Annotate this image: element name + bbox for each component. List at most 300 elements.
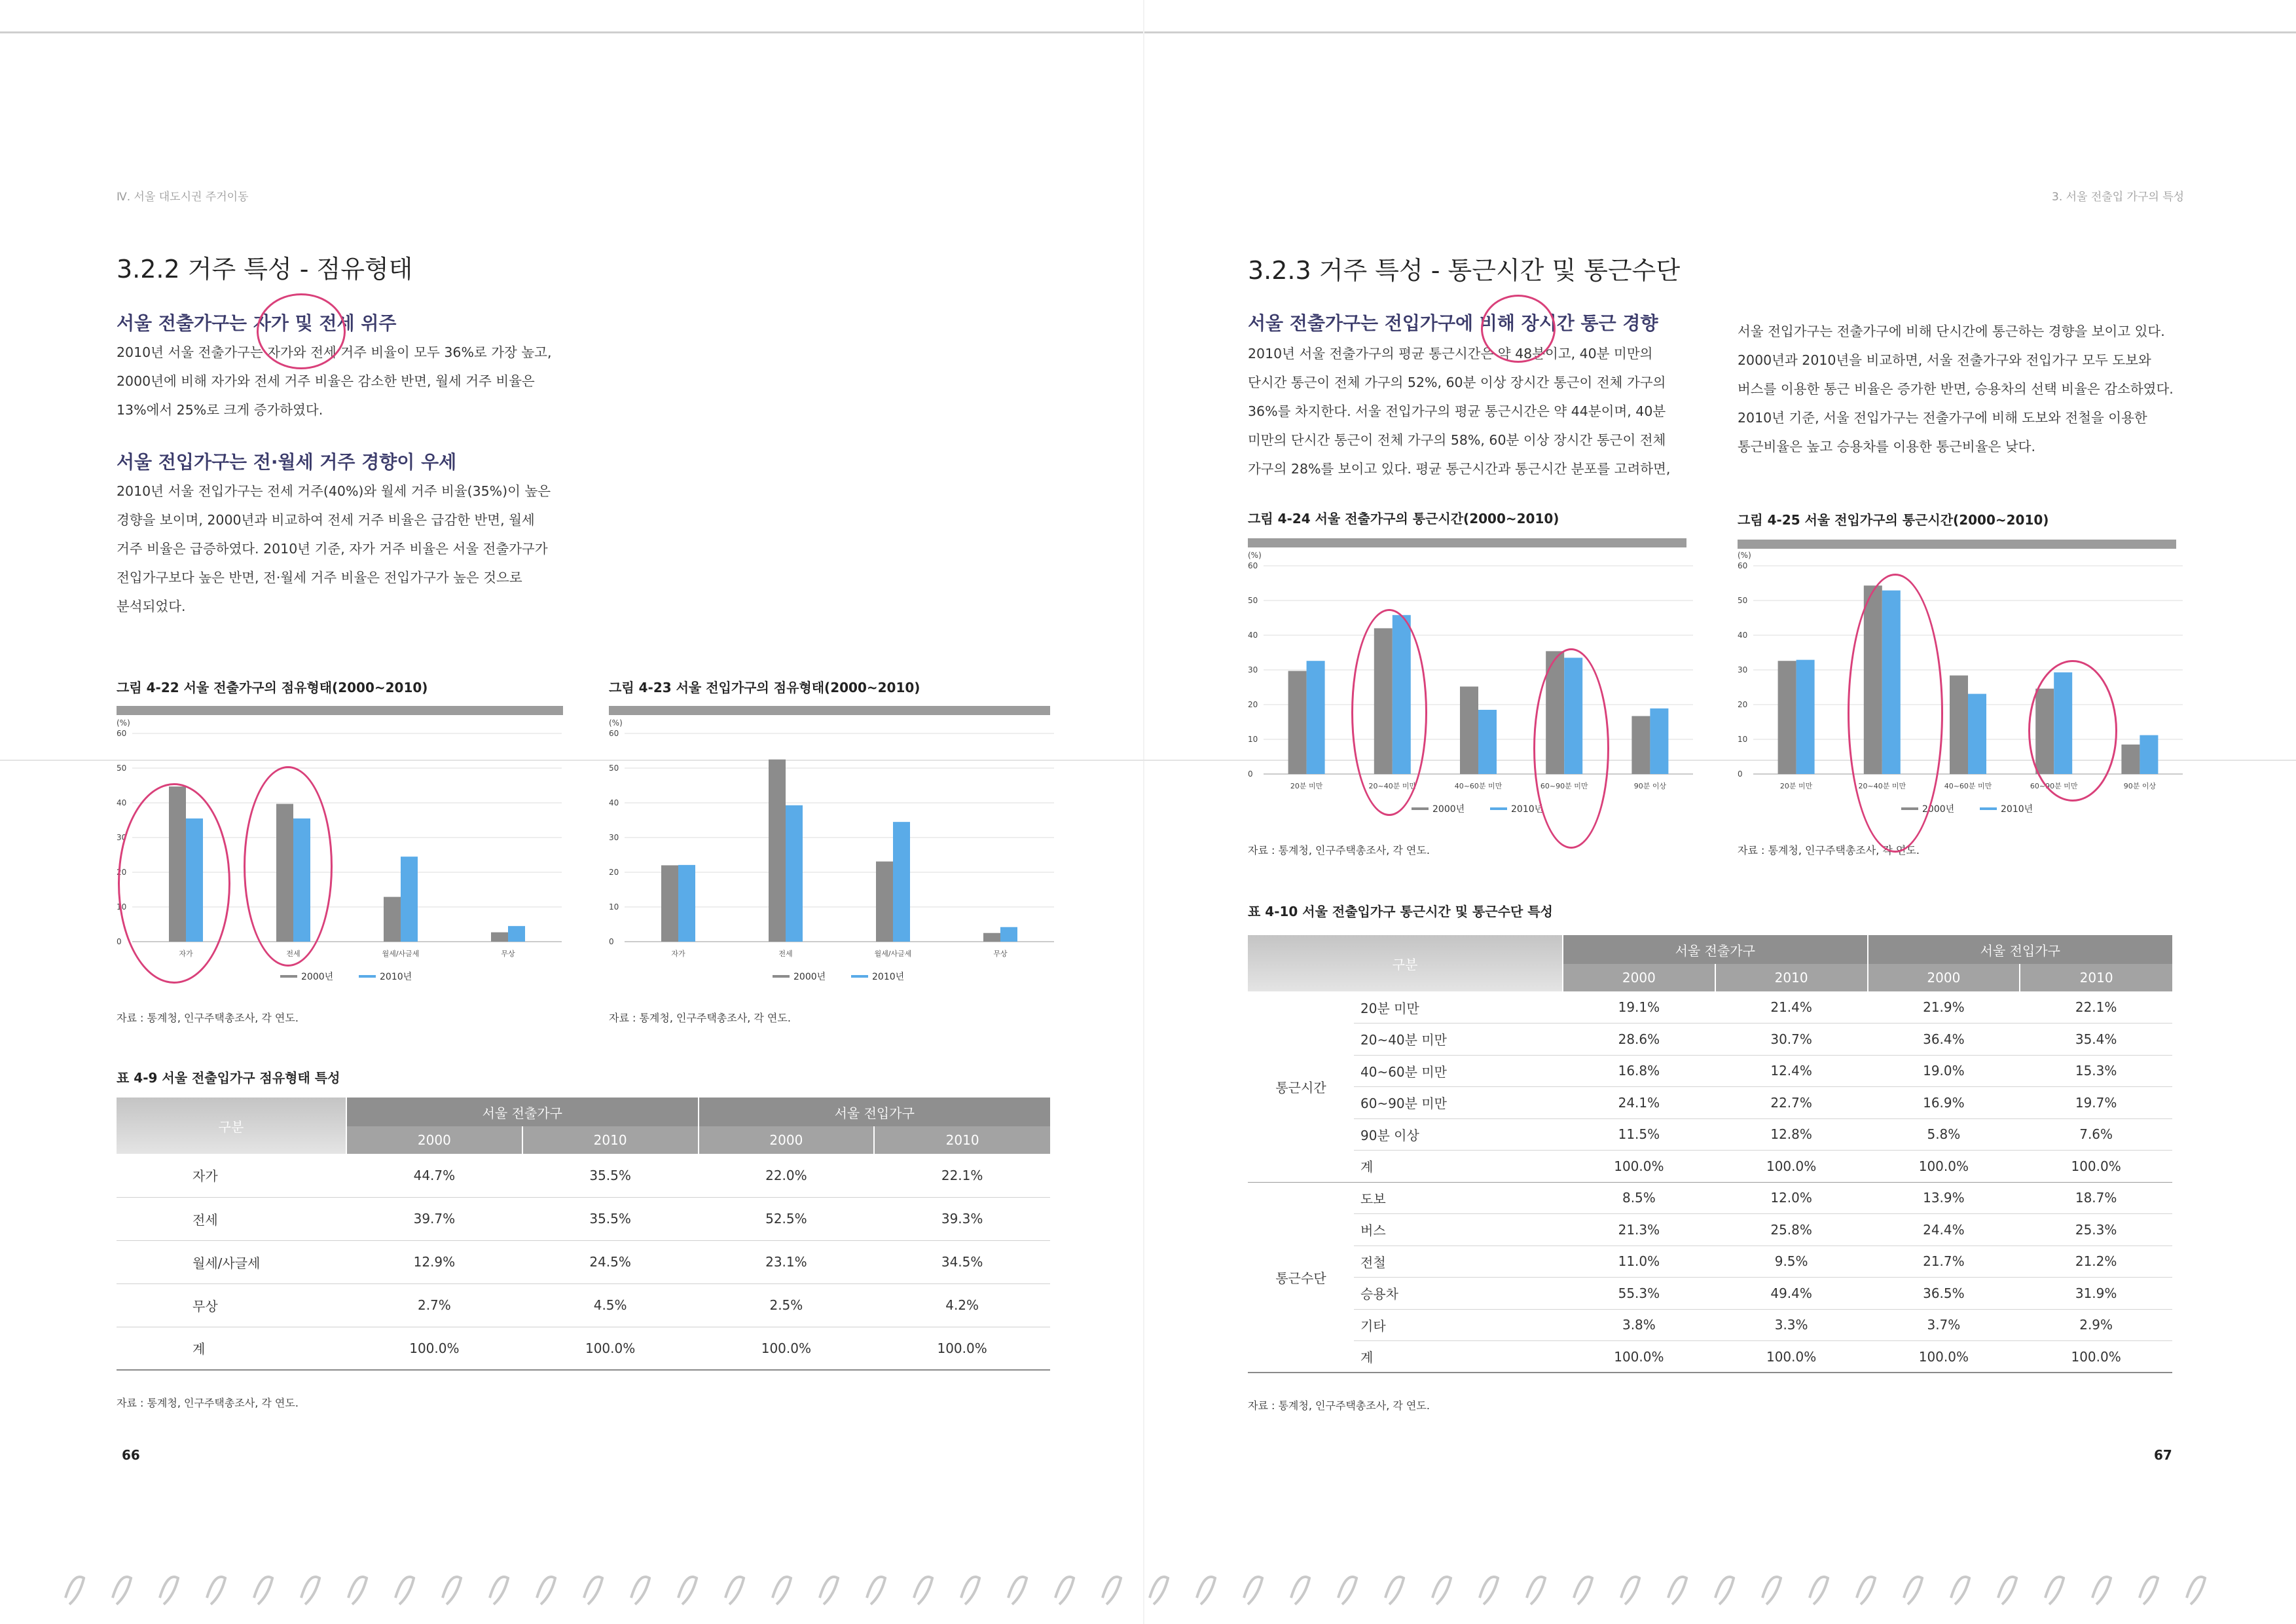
cell: 22.7% [1770, 1094, 1812, 1111]
cell: 22.1% [941, 1167, 983, 1183]
table-row [117, 1240, 1050, 1283]
row-label: 도보 [1360, 1190, 1386, 1207]
scan-mark [2140, 1577, 2158, 1604]
bar-2010 [786, 805, 803, 942]
y-tick-label: 10 [117, 902, 127, 912]
chart-fig4-23 [609, 719, 1061, 994]
table-year-header: 2010 [1715, 964, 1868, 991]
figure-title-bar [1248, 538, 1686, 547]
table-year-header: 2000 [1563, 964, 1715, 991]
legend-label: 2000년 [793, 972, 826, 982]
figure-title-bar [117, 706, 563, 715]
table-commute [1248, 935, 2172, 1373]
cell: 12.4% [1770, 1063, 1812, 1079]
y-tick-label: 60 [1248, 561, 1258, 570]
bar-2000 [1778, 661, 1796, 774]
cell: 100.0% [2071, 1348, 2121, 1365]
cell: 35.5% [589, 1211, 631, 1227]
scan-mark [1810, 1577, 1828, 1604]
scan-mark [160, 1577, 178, 1604]
x-tick-label: 무상 [501, 950, 515, 958]
table-year-header: 2010 [2020, 964, 2172, 991]
scan-mark [820, 1577, 838, 1604]
cell: 15.3% [2075, 1063, 2117, 1079]
bar-2010 [893, 822, 910, 942]
scan-mark [1008, 1577, 1027, 1604]
cell: 30.7% [1770, 1031, 1812, 1047]
cell: 25.3% [2075, 1221, 2117, 1238]
table-year-header: 2000 [346, 1126, 522, 1154]
cell: 100.0% [1918, 1158, 1969, 1174]
cell: 35.4% [2075, 1031, 2117, 1047]
subheading-outbound: 서울 전출가구는 자가 및 전세 위주 [117, 312, 397, 334]
scan-mark [773, 1577, 791, 1604]
scan-mark [207, 1577, 225, 1604]
bar-2000 [1631, 716, 1650, 774]
y-tick-label: 60 [609, 729, 619, 738]
row-label: 계 [1360, 1159, 1374, 1175]
bar-2010 [1478, 710, 1497, 774]
table-row [1248, 1055, 2172, 1087]
legend-label: 2010년 [380, 972, 412, 982]
scan-mark [1244, 1577, 1262, 1604]
table-row [1248, 1182, 2172, 1214]
table-row [1248, 1024, 2172, 1056]
bar-2010 [1796, 660, 1815, 774]
scan-mark [113, 1577, 131, 1604]
bar-2010 [401, 857, 418, 942]
x-tick-label: 40~60분 미만 [1454, 782, 1503, 790]
scan-mark [725, 1577, 744, 1604]
axis-unit-label: (%) [117, 719, 130, 728]
table-row [1248, 1341, 2172, 1373]
y-tick-label: 30 [1248, 665, 1258, 674]
table-year-header: 2000 [1868, 964, 2020, 991]
table-row [117, 1327, 1050, 1370]
running-head-right: 3. 서울 전출입 가구의 특성 [2052, 191, 2185, 204]
y-tick-label: 0 [609, 937, 614, 946]
para-line: 36%를 차지한다. 서울 전입가구의 평균 통근시간은 약 44분이며, 40분 [1248, 403, 1666, 419]
cell: 52.5% [765, 1211, 807, 1227]
x-tick-label: 자가 [179, 950, 193, 958]
para-line: 통근비율은 높고 승용차를 이용한 통근비율은 낮다. [1738, 439, 2035, 454]
figure-title: 그림 4-22 서울 전출가구의 점유형태(2000~2010) [117, 680, 428, 695]
paragraph-commute-col2 [1738, 317, 2176, 461]
y-tick-label: 0 [1248, 769, 1253, 779]
cell: 100.0% [1614, 1158, 1664, 1174]
scan-mark [1715, 1577, 1734, 1604]
cell: 3.7% [1927, 1317, 1961, 1333]
row-label: 기타 [1360, 1318, 1386, 1334]
table-row [1248, 1151, 2172, 1183]
y-tick-label: 10 [609, 902, 619, 912]
cell: 19.0% [1923, 1063, 1965, 1079]
table-row [1248, 1309, 2172, 1341]
chart-fig4-25 [1738, 551, 2189, 826]
table-group-header: 서울 전입가구 [699, 1098, 1051, 1126]
cell: 100.0% [1614, 1348, 1664, 1365]
table-year-header: 2000 [699, 1126, 875, 1154]
para-line: 2010년 서울 전입가구는 전세 거주(40%)와 월세 거주 비율(35%)이 높은 [117, 483, 551, 499]
pen-circle-annotation [257, 293, 346, 369]
chart-svg [1248, 551, 1700, 826]
scan-mark [1291, 1577, 1309, 1604]
row-label: 계 [1360, 1350, 1374, 1365]
running-head-left: Ⅳ. 서울 대도시권 주거이동 [117, 191, 249, 204]
y-tick-label: 40 [609, 798, 619, 807]
scan-mark [1102, 1577, 1121, 1604]
scan-mark [1432, 1577, 1451, 1604]
cell: 12.9% [413, 1254, 456, 1270]
scan-mark [537, 1577, 555, 1604]
table-row [1248, 991, 2172, 1024]
subheading-inbound: 서울 전입가구는 전·월세 거주 경향이 우세 [117, 451, 457, 473]
row-label: 20분 미만 [1360, 1000, 1419, 1016]
y-tick-label: 30 [609, 833, 619, 842]
table-row [117, 1154, 1050, 1197]
row-label: 무상 [192, 1298, 218, 1314]
cell: 49.4% [1770, 1285, 1812, 1301]
scan-mark [631, 1577, 649, 1604]
table-row [1248, 1278, 2172, 1310]
para-line: 버스를 이용한 통근 비율은 증가한 반면, 승용차의 선택 비율은 감소하였다. [1738, 381, 2174, 397]
para-line: 분석되었다. [117, 599, 186, 614]
scan-mark [1527, 1577, 1545, 1604]
cell: 19.7% [2075, 1094, 2117, 1111]
cell: 8.5% [1622, 1190, 1656, 1206]
x-tick-label: 90분 이상 [2123, 782, 2157, 790]
table-title: 표 4-10 서울 전출입가구 통근시간 및 통근수단 특성 [1248, 904, 1553, 919]
figure-title: 그림 4-25 서울 전입가구의 통근시간(2000~2010) [1738, 512, 2049, 528]
scan-mark [2045, 1577, 2064, 1604]
scan-mark [2092, 1577, 2111, 1604]
y-tick-label: 50 [1248, 596, 1258, 605]
para-line: 2010년 서울 전출가구는 자가와 전세 거주 비율이 모두 36%로 가장 높고, [117, 344, 552, 360]
cell: 22.0% [765, 1167, 807, 1183]
table-group-header: 서울 전출가구 [346, 1098, 699, 1126]
pen-circle-annotation [1481, 295, 1556, 363]
cell: 22.1% [2075, 999, 2117, 1015]
x-tick-label: 전세 [778, 950, 793, 958]
scan-mark [348, 1577, 367, 1604]
scan-mark [443, 1577, 461, 1604]
para-line: 거주 비율은 급증하였다. 2010년 기준, 자가 거주 비율은 서울 전출가구가 [117, 541, 548, 557]
para-line: 2010년 서울 전출가구의 평균 통근시간은 약 48분이고, 40분 미만의 [1248, 346, 1653, 361]
para-line: 단시간 통근이 전체 가구의 52%, 60분 이상 장시간 통근이 전체 가구의 [1248, 375, 1666, 390]
cell: 44.7% [413, 1167, 456, 1183]
y-tick-label: 40 [1738, 631, 1748, 640]
table-group-header: 서울 전입가구 [1868, 935, 2173, 964]
cell: 25.8% [1770, 1221, 1812, 1238]
x-tick-label: 90분 이상 [1633, 782, 1667, 790]
axis-unit-label: (%) [1738, 551, 1751, 560]
cell: 11.0% [1618, 1253, 1660, 1270]
figure-source: 자료 : 통계청, 인구주택총조사, 각 연도. [1738, 844, 1920, 857]
legend-label: 2010년 [2001, 804, 2033, 815]
row-label: 자가 [192, 1168, 218, 1185]
cell: 39.3% [941, 1211, 983, 1227]
x-tick-label: 20분 미만 [1779, 782, 1813, 790]
scan-mark [1574, 1577, 1592, 1604]
row-label: 20~40분 미만 [1360, 1032, 1447, 1048]
bar-2000 [769, 760, 786, 942]
cell: 31.9% [2075, 1285, 2117, 1301]
scan-mark [254, 1577, 272, 1604]
page-top-rule [0, 31, 2296, 33]
cell: 100.0% [1766, 1348, 1817, 1365]
row-label: 전철 [1360, 1254, 1386, 1270]
table-row [117, 1283, 1050, 1327]
scan-mark [1951, 1577, 1969, 1604]
paragraph-commute-col1 [1248, 339, 1706, 483]
y-tick-label: 40 [1248, 631, 1258, 640]
cell: 34.5% [941, 1254, 983, 1270]
chart-fig4-24 [1248, 551, 1700, 826]
pen-circle-annotation [1351, 609, 1427, 816]
cell: 19.1% [1618, 999, 1660, 1015]
figure-title-bar [609, 706, 1050, 715]
x-tick-label: 자가 [671, 950, 685, 958]
cell: 100.0% [761, 1340, 811, 1356]
cell: 21.9% [1923, 999, 1965, 1015]
cell: 2.9% [2079, 1317, 2113, 1333]
subheading-commute: 서울 전출가구는 전입가구에 비해 장시간 통근 경향 [1248, 312, 1658, 334]
scan-mark [1857, 1577, 1875, 1604]
cell: 21.7% [1923, 1253, 1965, 1270]
figure-source: 자료 : 통계청, 인구주택총조사, 각 연도. [1248, 844, 1430, 857]
scan-mark [1338, 1577, 1357, 1604]
cell: 13.9% [1923, 1190, 1965, 1206]
bar-2010 [1650, 709, 1668, 774]
scan-mark [1055, 1577, 1074, 1604]
section-title-left: 3.2.2 거주 특성 - 점유형태 [117, 255, 413, 284]
x-tick-label: 월세/사글세 [382, 950, 420, 958]
cell: 24.5% [589, 1254, 631, 1270]
row-label: 90분 이상 [1360, 1127, 1419, 1143]
x-tick-label: 40~60분 미만 [1944, 782, 1992, 790]
y-tick-label: 0 [1738, 769, 1743, 779]
chart-svg [609, 719, 1061, 994]
scan-mark [867, 1577, 885, 1604]
cell: 35.5% [589, 1167, 631, 1183]
para-line: 전입가구보다 높은 반면, 전·월세 거주 비율은 전입가구가 높은 것으로 [117, 570, 522, 585]
x-tick-label: 무상 [993, 950, 1008, 958]
cell: 100.0% [2071, 1158, 2121, 1174]
scan-mark [1998, 1577, 2016, 1604]
scan-mark [914, 1577, 932, 1604]
cell: 18.7% [2075, 1190, 2117, 1206]
scan-mark [1621, 1577, 1639, 1604]
cell: 24.1% [1618, 1094, 1660, 1111]
para-line: 2000년에 비해 자가와 전세 거주 비율은 감소한 반면, 월세 거주 비율은 [117, 373, 535, 389]
bar-2010 [508, 926, 525, 942]
cell: 2.7% [417, 1297, 451, 1313]
paragraph-outbound [117, 338, 568, 424]
cell: 12.8% [1770, 1126, 1812, 1143]
y-tick-label: 20 [609, 868, 619, 877]
book-spine [1143, 0, 1144, 1624]
pen-circle-annotation [118, 783, 230, 984]
cell: 21.2% [2075, 1253, 2117, 1270]
y-tick-label: 50 [609, 764, 619, 773]
table-row [1248, 1214, 2172, 1246]
para-line: 가구의 28%를 보이고 있다. 평균 통근시간과 통근시간 분포를 고려하면, [1248, 461, 1671, 477]
cell: 100.0% [585, 1340, 636, 1356]
y-tick-label: 50 [117, 764, 127, 773]
x-tick-label: 60~90분 미만 [2030, 782, 2078, 790]
table-row [1248, 1118, 2172, 1151]
y-tick-label: 0 [117, 937, 122, 946]
legend-label: 2010년 [1511, 804, 1544, 815]
para-line: 13%에서 25%로 크게 증가하였다. [117, 402, 323, 418]
x-tick-label: 20~40분 미만 [1368, 782, 1417, 790]
cell: 24.4% [1923, 1221, 1965, 1238]
bar-2000 [384, 897, 401, 942]
figure-title: 그림 4-24 서울 전출가구의 통근시간(2000~2010) [1248, 511, 1559, 526]
para-line: 2000년과 2010년을 비교하면, 서울 전출가구와 전입가구 모두 도보와 [1738, 352, 2151, 368]
y-tick-label: 30 [117, 833, 127, 842]
page-number-right: 67 [2154, 1447, 2172, 1463]
figure-title-bar [1738, 540, 2176, 549]
bar-2000 [1288, 671, 1307, 774]
bar-2000 [2121, 745, 2140, 774]
scan-mark [2187, 1577, 2205, 1604]
y-tick-label: 50 [1738, 596, 1748, 605]
cell: 100.0% [937, 1340, 987, 1356]
scan-mark [65, 1577, 84, 1604]
chart-svg [1738, 551, 2189, 826]
row-label: 전세 [192, 1211, 218, 1228]
axis-unit-label: (%) [1248, 551, 1262, 560]
page-number-left: 66 [122, 1447, 140, 1463]
bar-2010 [2140, 735, 2158, 774]
cell: 23.1% [765, 1254, 807, 1270]
y-tick-label: 10 [1738, 735, 1748, 744]
scan-mark [961, 1577, 979, 1604]
bar-2000 [1460, 686, 1478, 774]
scan-mark [1150, 1577, 1168, 1604]
figure-source: 자료 : 통계청, 인구주택총조사, 각 연도. [117, 1012, 299, 1024]
row-label: 40~60분 미만 [1360, 1063, 1447, 1080]
legend-label: 2000년 [1432, 804, 1465, 815]
bar-2000 [1950, 675, 1968, 774]
bar-2010 [1000, 927, 1017, 942]
bar-2000 [491, 932, 508, 942]
cell: 100.0% [1918, 1348, 1969, 1365]
cell: 39.7% [413, 1211, 456, 1227]
cell: 9.5% [1774, 1253, 1808, 1270]
table-group-header: 서울 전출가구 [1563, 935, 1868, 964]
table-row [1248, 1246, 2172, 1278]
scan-mark [1762, 1577, 1781, 1604]
y-tick-label: 20 [1738, 700, 1748, 709]
bar-2000 [876, 862, 893, 942]
scan-mark [1197, 1577, 1215, 1604]
scan-mark [301, 1577, 319, 1604]
x-tick-label: 20~40분 미만 [1858, 782, 1906, 790]
para-line: 2010년 기준, 서울 전입가구는 전출가구에 비해 도보와 전철을 이용한 [1738, 410, 2147, 426]
cell: 100.0% [409, 1340, 460, 1356]
cell: 21.3% [1618, 1221, 1660, 1238]
bar-2010 [1968, 694, 1986, 774]
cell: 4.5% [593, 1297, 627, 1313]
row-label: 승용차 [1360, 1286, 1398, 1302]
pen-circle-annotation [244, 766, 333, 967]
scan-mark [678, 1577, 697, 1604]
cell: 28.6% [1618, 1031, 1660, 1047]
cell: 11.5% [1618, 1126, 1660, 1143]
cell: 12.0% [1770, 1190, 1812, 1206]
cell: 4.2% [945, 1297, 979, 1313]
para-line: 미만의 단시간 통근이 전체 가구의 58%, 60분 이상 장시간 통근이 전체 [1248, 432, 1666, 448]
x-tick-label: 전세 [286, 950, 301, 958]
scan-mark [395, 1577, 414, 1604]
x-tick-label: 월세/사글세 [874, 950, 912, 958]
section-title-right: 3.2.3 거주 특성 - 통근시간 및 통근수단 [1248, 256, 1681, 285]
pen-circle-annotation [1533, 648, 1609, 849]
scan-mark [490, 1577, 508, 1604]
bar-2010 [678, 865, 695, 942]
row-label: 계 [192, 1341, 206, 1357]
y-tick-label: 20 [1248, 700, 1258, 709]
scan-mark [584, 1577, 602, 1604]
figure-source: 자료 : 통계청, 인구주택총조사, 각 연도. [609, 1012, 791, 1024]
paragraph-inbound [117, 477, 568, 621]
y-tick-label: 10 [1248, 735, 1258, 744]
cell: 21.4% [1770, 999, 1812, 1015]
scan-mark [1385, 1577, 1404, 1604]
row-group-label: 통근수단 [1248, 1182, 1354, 1373]
row-label: 월세/사글세 [192, 1255, 261, 1271]
bar-2010 [1307, 661, 1325, 774]
table-corner-header: 구분 [1248, 935, 1563, 991]
para-line: 경향을 보이며, 2000년과 비교하여 전세 거주 비율은 급감한 반면, 월세 [117, 512, 535, 528]
figure-title: 그림 4-23 서울 전입가구의 점유형태(2000~2010) [609, 680, 920, 695]
x-tick-label: 20분 미만 [1290, 782, 1323, 790]
table-row [117, 1197, 1050, 1240]
table-row [1248, 1087, 2172, 1119]
cell: 100.0% [1766, 1158, 1817, 1174]
axis-unit-label: (%) [609, 719, 623, 728]
pen-circle-annotation [1848, 574, 1943, 853]
legend-label: 2010년 [872, 972, 905, 982]
cell: 36.4% [1923, 1031, 1965, 1047]
y-tick-label: 20 [117, 868, 127, 877]
para-line: 서울 전입가구는 전출가구에 비해 단시간에 통근하는 경향을 보이고 있다. [1738, 323, 2165, 339]
bar-2000 [661, 865, 678, 942]
y-tick-label: 40 [117, 798, 127, 807]
table-corner-header: 구분 [117, 1098, 346, 1154]
table-title: 표 4-9 서울 전출입가구 점유형태 특성 [117, 1070, 340, 1086]
cell: 55.3% [1618, 1285, 1660, 1301]
bar-2000 [983, 933, 1000, 942]
pen-circle-annotation [2028, 660, 2117, 802]
table-source: 자료 : 통계청, 인구주택총조사, 각 연도. [117, 1397, 299, 1409]
row-label: 60~90분 미만 [1360, 1096, 1447, 1112]
legend-label: 2000년 [301, 972, 334, 982]
cell: 2.5% [769, 1297, 803, 1313]
cell: 36.5% [1923, 1285, 1965, 1301]
cell: 5.8% [1927, 1126, 1961, 1143]
scan-edge-artifacts [52, 1565, 2239, 1611]
table-occupancy [117, 1098, 1050, 1371]
row-label: 버스 [1360, 1223, 1386, 1239]
legend-label: 2000년 [1922, 804, 1955, 815]
table-source: 자료 : 통계청, 인구주택총조사, 각 연도. [1248, 1399, 1430, 1412]
y-tick-label: 60 [117, 729, 127, 738]
x-tick-label: 60~90분 미만 [1540, 782, 1588, 790]
scan-mark [1480, 1577, 1498, 1604]
